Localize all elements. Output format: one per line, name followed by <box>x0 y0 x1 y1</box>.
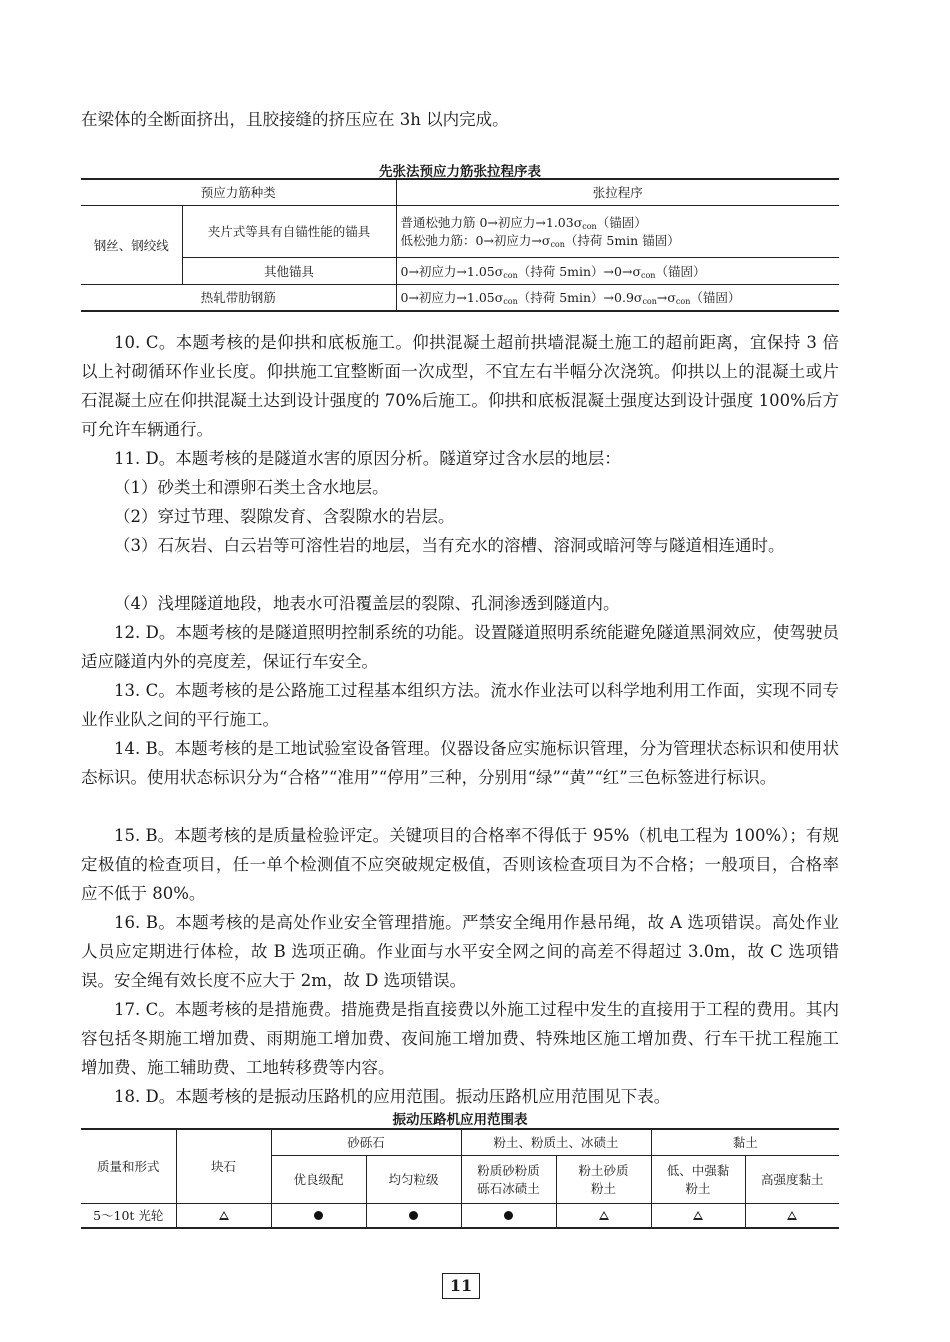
answer-10: 10. C。本题考核的是仰拱和底板施工。仰拱混凝土超前拱墙混凝土施工的超前距离，宜保持 3 倍以上衬砌循环作业长度。仰拱施工宜整断面一次成型，不宜左右半幅分次浇筑。仰拱以上的混凝土或片石混凝土应在仰拱混凝土达到设计强度的 70%后施工。仰拱和底板混凝土强度达到设计强度 100%后方可允许车辆通行。 <box>81 333 839 439</box>
t2-sub-uniform: 均匀粒级 <box>366 1155 461 1203</box>
triangle-icon <box>787 1211 797 1220</box>
t2-h-quality: 质量和形式 <box>81 1129 176 1203</box>
answer-15: 15. B。本题考核的是质量检验评定。关键项目的合格率不得低于 95%（机电工程为 100%）；有规定极值的检查项目，任一单个检测值不应突破规定极值，否则该检查项目为不合格；一般项目，合格率应不低于 80%。 <box>81 826 839 903</box>
answer-13: 13. C。本题考核的是公路施工过程基本组织方法。流水作业法可以科学地利用工作面，实现不同专业作业队之间的平行施工。 <box>81 681 839 729</box>
triangle-icon <box>693 1211 703 1220</box>
filled-dot-icon <box>314 1211 323 1220</box>
t2-sub-clay-b: 高强度黏土 <box>745 1155 839 1203</box>
t1-row1-proc <box>396 205 839 257</box>
filled-dot-icon <box>504 1211 513 1220</box>
t2-sub-clay-a-line1: 低、中强黏 <box>666 1163 730 1178</box>
t1-row2-proc: 0→初应力$\to 1.05\sigma_{con}$（持荷 $5\min)\to 0\to\sigma_{con}$（锚固） <box>396 257 839 284</box>
t2-symbol <box>745 1203 839 1228</box>
answer-11-item-1: （1）砂类土和漂卵石类土含水地层。 <box>114 478 389 497</box>
t1-row2-type: 其他锚具 <box>182 257 396 284</box>
answer-14: 14. B。本题考核的是工地试验室设备管理。仪器设备应实施标识管理，分为管理状态标识和使用状态标识。使用状态标识分为“合格”“准用”“停用”三种，分别用“绿”“黄”“红”三色标签进行标识。 <box>81 739 839 787</box>
t1-row3-proc: 0→初应力$\to 1.05\sigma_{con}$（持荷 $5\min)\to 0.9\sigma_{con}\to\sigma_{con}$（锚固） <box>396 284 839 311</box>
t2-sub-silt-a <box>461 1155 556 1203</box>
answer-11-item-4: （4）浅埋隧道地段，地表水可沿覆盖层的裂隙、孔洞渗透到隧道内。 <box>114 594 620 613</box>
t2-h-silt: 粉土、粉质土、冰碛土 <box>461 1129 651 1155</box>
t2-sub-silt-b-line2: 粉土 <box>590 1181 616 1196</box>
intro-line: 在梁体的全断面挤出，且胶接缝的挤压应在 3h 以内完成。 <box>81 110 509 129</box>
t1-header-proc: 张拉程序 <box>396 179 839 205</box>
t1-row1-proc-b: 低松弛力筋：0→初应力$\to\sigma_{con}$（持荷 5min 锚固） <box>400 233 680 249</box>
t1-row3-type: 热轧带肋钢筋 <box>81 284 396 311</box>
t2-sub-silt-a-line1: 粉质砂粉质 <box>477 1163 540 1178</box>
t2-sub-good: 优良级配 <box>271 1155 366 1203</box>
t2-symbol <box>271 1203 366 1228</box>
answer-18: 18. D。本题考核的是振动压路机的应用范围。振动压路机应用范围见下表。 <box>114 1087 671 1106</box>
t2-sub-silt-b <box>556 1155 651 1203</box>
answer-17: 17. C。本题考核的是措施费。措施费是指直接费以外施工过程中发生的直接用于工程的费用。其内容包括冬期施工增加费、雨期施工增加费、夜间施工增加费、特殊地区施工增加费、行车干扰工程施工增加费、施工辅助费、工地转移费等内容。 <box>81 1000 839 1077</box>
t2-h-stone: 块石 <box>176 1129 271 1203</box>
t2-h-clay: 黏土 <box>651 1129 839 1155</box>
answer-16: 16. B。本题考核的是高处作业安全管理措施。严禁安全绳用作悬吊绳，故 A 选项错误。高处作业人员应定期进行体检，故 B 选项正确。作业面与水平安全网之间的高差不得超过 3.0m，故 C 选项错误。安全绳有效长度不应大于 2m，故 D 选项错误。 <box>81 913 839 990</box>
t2-symbol <box>651 1203 745 1228</box>
t2-row <box>81 1203 839 1228</box>
t2-row-label: 5～10t 光轮 <box>81 1203 176 1228</box>
t1-header-type: 预应力筋种类 <box>81 179 396 205</box>
t2-sub-silt-a-line2: 砾石冰碛土 <box>477 1181 540 1196</box>
t2-sub-silt-b-line1: 粉土砂质 <box>578 1163 629 1178</box>
t2-symbol <box>176 1203 271 1228</box>
page-number: 11 <box>442 1273 480 1299</box>
t1-row1-proc-a: 普通松弛力筋 0→初应力$\to 1.03\sigma_{con}$（锚固） <box>400 215 647 231</box>
t1-row1-type: 夹片式等具有自锚性能的锚具 <box>182 205 396 257</box>
triangle-icon <box>599 1211 609 1220</box>
table2-caption: 振动压路机应用范围表 <box>392 1112 528 1128</box>
t2-symbol <box>556 1203 651 1228</box>
answer-11-item-2: （2）穿过节理、裂隙发育、含裂隙水的岩层。 <box>114 507 455 526</box>
answer-11-item-3: （3）石灰岩、白云岩等可溶性岩的地层，当有充水的溶槽、溶洞或暗河等与隧道相连通时。 <box>114 536 785 555</box>
t2-symbol <box>461 1203 556 1228</box>
filled-dot-icon <box>409 1211 418 1220</box>
t2-symbol <box>366 1203 461 1228</box>
answer-11: 11. D。本题考核的是隧道水害的原因分析。隧道穿过含水层的地层： <box>114 449 621 468</box>
t2-h-gravel: 砂砾石 <box>271 1129 461 1155</box>
roller-table <box>81 1128 839 1229</box>
t2-sub-clay-a <box>651 1155 745 1203</box>
answer-12: 12. D。本题考核的是隧道照明控制系统的功能。设置隧道照明系统能避免隧道黑洞效应，使驾驶员适应隧道内外的亮度差，保证行车安全。 <box>81 623 839 671</box>
t2-sub-clay-a-line2: 粉土 <box>685 1181 711 1196</box>
table1-caption: 先张法预应力筋张拉程序表 <box>379 164 541 180</box>
triangle-icon <box>219 1211 229 1220</box>
t1-group: 钢丝、钢绞线 <box>81 205 182 284</box>
pretension-table <box>81 178 839 312</box>
